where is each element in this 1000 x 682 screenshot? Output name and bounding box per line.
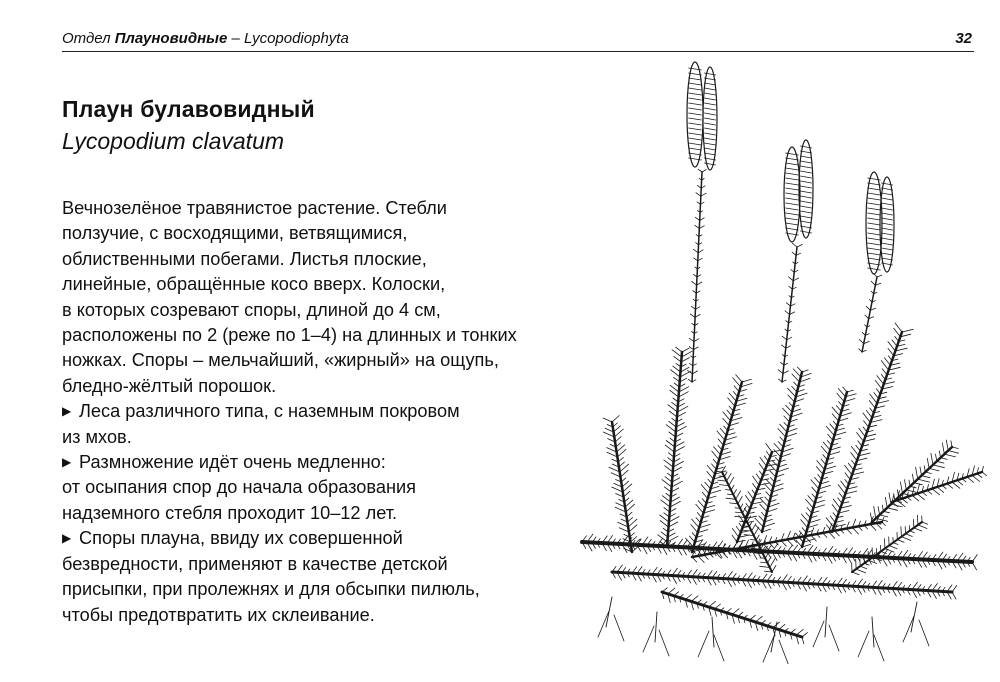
- section-title: [62, 30, 349, 47]
- description-line: ползучие, с восходящими, ветвящимися,: [62, 223, 408, 244]
- species-title: Плаун булавовидный: [62, 96, 315, 122]
- bullet-arrow-icon: [62, 526, 79, 551]
- reproduction-note: [62, 450, 602, 475]
- description-block: [62, 196, 602, 628]
- description-line: ножках. Споры – мельчайший, «жирный» на ощупь,: [62, 350, 499, 371]
- note-line: надземного стебля проходит 10–12 лет.: [62, 502, 398, 523]
- section-name: Плауновидные: [114, 30, 228, 47]
- note-line: чтобы предотвратить их склеивание.: [62, 604, 375, 625]
- note-line: Леса различного типа, с наземным покровом: [79, 401, 460, 422]
- species-latin-name: Lycopodium clavatum: [62, 128, 285, 154]
- note-line: безвредности, применяют в качестве детской: [62, 553, 448, 574]
- usage-note: [62, 526, 602, 551]
- description-line: расположены по 2 (реже по 1–4) на длинных и тонких: [62, 325, 517, 346]
- section-prefix: Отдел: [62, 30, 111, 47]
- description-line: Вечнозелёное травянистое растение. Стебли: [62, 198, 447, 218]
- description-line: в которых созревают споры, длиной до 4 см,: [62, 299, 441, 320]
- description-line: бледно-жёлтый порошок.: [62, 375, 277, 396]
- note-line: от осыпания спор до начала образования: [62, 477, 417, 498]
- note-line: присыпки, при пролежнях и для обсыпки пилюль,: [62, 579, 480, 600]
- note-line: из мхов.: [62, 426, 132, 447]
- description-line: линейные, обращённые косо вверх. Колоски,: [62, 274, 446, 295]
- bullet-arrow-icon: [62, 450, 79, 475]
- note-line: Споры плауна, ввиду их совершенной: [79, 528, 403, 549]
- section-latin: – Lycopodiophyta: [231, 30, 349, 47]
- description-line: облиственными побегами. Листья плоские,: [62, 248, 427, 269]
- clubmoss-illustration-icon: [572, 52, 990, 664]
- habitat-note: [62, 399, 602, 424]
- page-number: 32: [955, 30, 972, 47]
- running-head: [62, 30, 972, 52]
- bullet-arrow-icon: [62, 399, 79, 424]
- note-line: Размножение идёт очень медленно:: [79, 452, 386, 473]
